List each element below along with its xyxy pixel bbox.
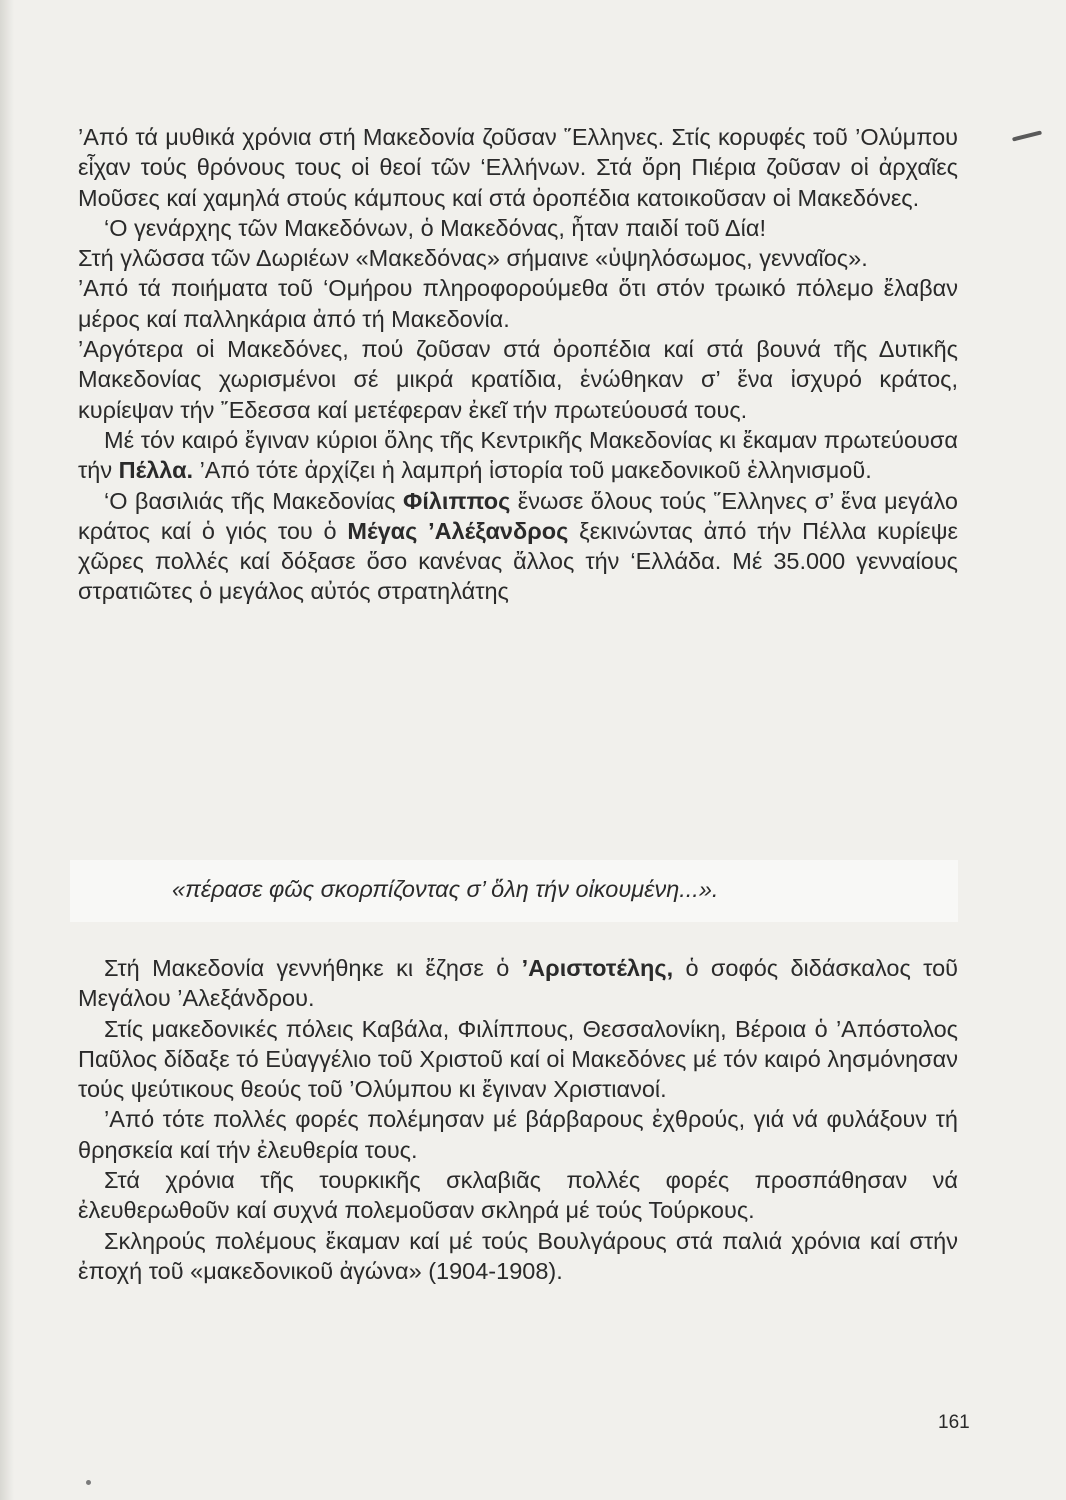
pen-mark: [1012, 130, 1042, 141]
text-block-top: [78, 122, 958, 607]
paragraph-9: Στίς μακεδονικές πόλεις Καβάλα, Φιλίππους, Θεσσαλονίκη, Βέροια ὁ ’Απόστολος Παῦλος δίδαξε τό Εὐαγγέλιο τοῦ Χριστοῦ καί οἱ Μακεδόνες μέ τόν καιρό λησμόνησαν τούς ψεύτικους θεούς τοῦ ’Ολύμπου κι ἔγιναν Χριστιανοί.: [78, 1015, 958, 1103]
paragraph-3: Στή γλῶσσα τῶν Δωριέων «Μακεδόνας» σήμαινε «ὑψηλόσωμος, γενναῖος».: [78, 245, 868, 272]
page-number: 161: [938, 1412, 970, 1433]
paragraph-4: ’Από τά ποιήματα τοῦ ‘Ομήρου πληροφορούμεθα ὅτι στόν τρωικό πόλεμο ἔλαβαν μέρος καί παλληκάρια ἀπό τή Μακεδονία.: [78, 275, 958, 332]
paragraph-10: ’Από τότε πολλές φορές πολέμησαν μέ βάρβαρους ἐχθρούς, γιά νά φυλάξουν τή θρησκεία καί τήν ἐλευθερία τους.: [78, 1106, 958, 1163]
ink-dot: [86, 1480, 91, 1485]
highlight-alexandros: Μέγας ’Αλέξανδρος: [347, 517, 569, 544]
paragraph-1: ’Από τά μυθικά χρόνια στή Μακεδονία ζοῦσαν ῞Ελληνες. Στίς κορυφές τοῦ ’Ολύμπου εἶχαν τούς θρόνους τους οἱ θεοί τῶν ‘Ελλήνων. Στά ὄρη Πιέρια ζοῦσαν οἱ ἀρχαῖες Μοῦσες καί χαμηλά στούς κάμπους καί στά ὀροπέδια κατοικοῦσαν οἱ Μακεδόνες.: [78, 124, 958, 211]
paragraph-2: ‘Ο γενάρχης τῶν Μακεδόνων, ὁ Μακεδόνας, ἦταν παιδί τοῦ Δία!: [104, 214, 766, 241]
paragraph-5: ’Αργότερα οἱ Μακεδόνες, πού ζοῦσαν στά ὀροπέδια καί στά βουνά τῆς Δυτικῆς Μακεδονίας χωρισμένοι σέ μικρά κρατίδια, ἑνώθηκαν σ’ ἕνα ἰσχυρό κράτος, κυρίεψαν τήν ῎Εδεσσα καί μετέφεραν ἐκεῖ τήν πρωτεύουσά τους.: [78, 336, 958, 423]
highlight-aristotelis: ’Αριστοτέλης,: [521, 955, 674, 981]
paragraph-11: Στά χρόνια τῆς τουρκικῆς σκλαβιᾶς πολλές φορές προσπάθησαν νά ἐλευθερωθοῦν καί συχνά πολεμοῦσαν σκληρά μέ τούς Τούρκους.: [78, 1167, 958, 1224]
highlight-pella: Πέλλα.: [118, 457, 194, 484]
paragraph-6: Μέ τόν καιρό ἔγιναν κύριοι ὅλης τῆς Κεντρικῆς Μακεδονίας κι ἔκαμαν πρωτεύουσα τήν Πέλλα. ’Από τότε ἀρχίζει ἡ λαμπρή ἱστορία τοῦ μακεδονικοῦ ἑλληνισμοῦ.: [78, 426, 958, 484]
quote: «πέρασε φῶς σκορπίζοντας σ’ ὅλη τήν οἰκουμένη...».: [172, 876, 719, 902]
text-block-bottom: [78, 953, 958, 1286]
paragraph-8: Στή Μακεδονία γεννήθηκε κι ἔζησε ὁ ’Αριστοτέλης, ὁ σοφός διδάσκαλος τοῦ Μεγάλου ’Αλεξάνδρου.: [78, 955, 958, 1012]
highlight-filippos: Φίλιππος: [403, 487, 511, 514]
page-edge-shadow: [0, 0, 14, 1500]
paragraph-12: Σκληρούς πολέμους ἔκαμαν καί μέ τούς Βουλγάρους στά παλιά χρόνια καί στήν ἐποχή τοῦ «μακεδονικοῦ ἀγώνα» (1904-1908).: [78, 1227, 958, 1284]
paragraph-7: ‘Ο βασιλιάς τῆς Μακεδονίας Φίλιππος ἕνωσε ὅλους τούς ῞Ελληνες σ’ ἕνα μεγάλο κράτος καί ὁ γιός του ὁ Μέγας ’Αλέξανδρος ξεκινώντας ἀπό τήν Πέλλα κυρίεψε χῶρες πολλές καί δόξασε ὅσο κανένας ἄλλος τήν ‘Ελλάδα. Μέ 35.000 γενναίους στρατιῶτες ὁ μεγάλος αὐτός στρατηλάτης: [78, 487, 958, 605]
